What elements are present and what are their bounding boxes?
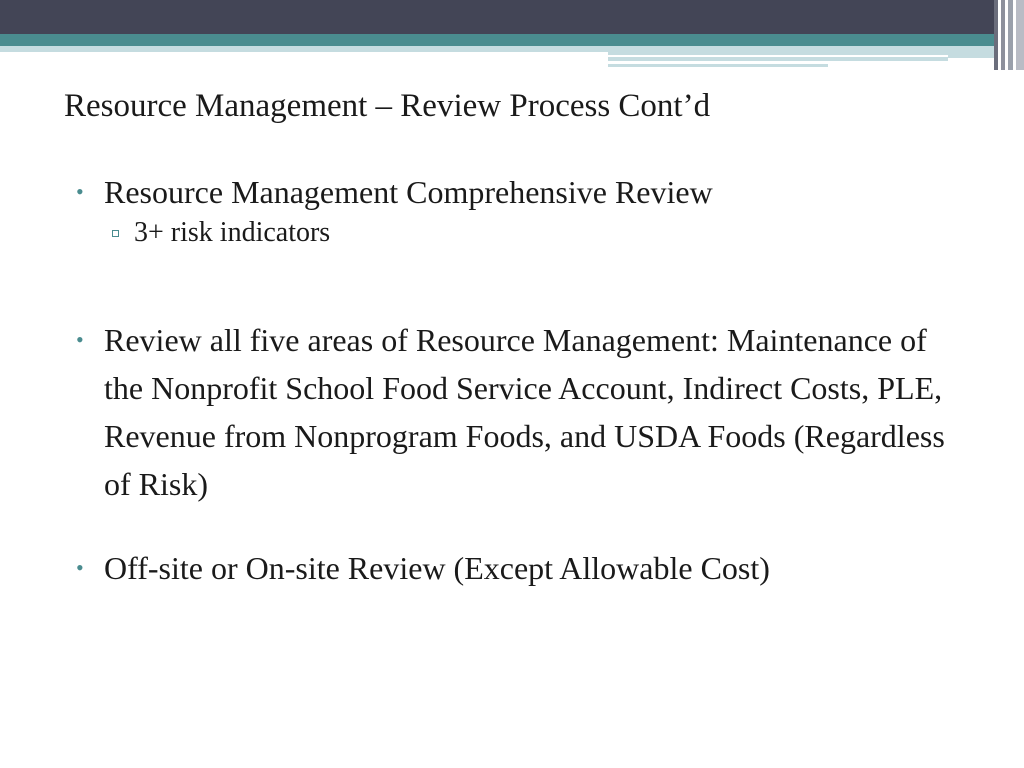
- slide-content: [74, 168, 954, 592]
- bullet-text: Off-site or On-site Review (Except Allowable Cost): [104, 550, 770, 586]
- bullet-item: [74, 544, 954, 592]
- slide-title: Resource Management – Review Process Cont’d: [64, 88, 711, 124]
- bullet-dot-icon: •: [76, 179, 84, 204]
- sub-bullet-text: 3+ risk indicators: [134, 217, 331, 248]
- bullet-item: [74, 168, 954, 216]
- square-bullet-icon: [112, 230, 119, 237]
- sub-bullet-item: [106, 212, 954, 254]
- bullet-text: Review all five areas of Resource Management: Maintenance of the Nonprofit School Food Service Account, Indirect Costs, PLE, Revenue from Nonprogram Foods, and USDA Foods (Regardless of Risk): [104, 322, 945, 502]
- bullet-text: Resource Management Comprehensive Review: [104, 174, 713, 210]
- header-dark-bar: [0, 0, 1024, 34]
- bullet-item: [74, 316, 954, 508]
- header-thin-line-2: [608, 64, 828, 67]
- bullet-dot-icon: •: [76, 555, 84, 580]
- header-thin-line-1: [608, 58, 948, 61]
- header-white-gap: [608, 55, 948, 57]
- header-light-bar: [0, 46, 608, 52]
- header-vertical-stripes: [994, 0, 1024, 70]
- header-teal-bar: [0, 34, 1024, 46]
- bullet-dot-icon: •: [76, 327, 84, 352]
